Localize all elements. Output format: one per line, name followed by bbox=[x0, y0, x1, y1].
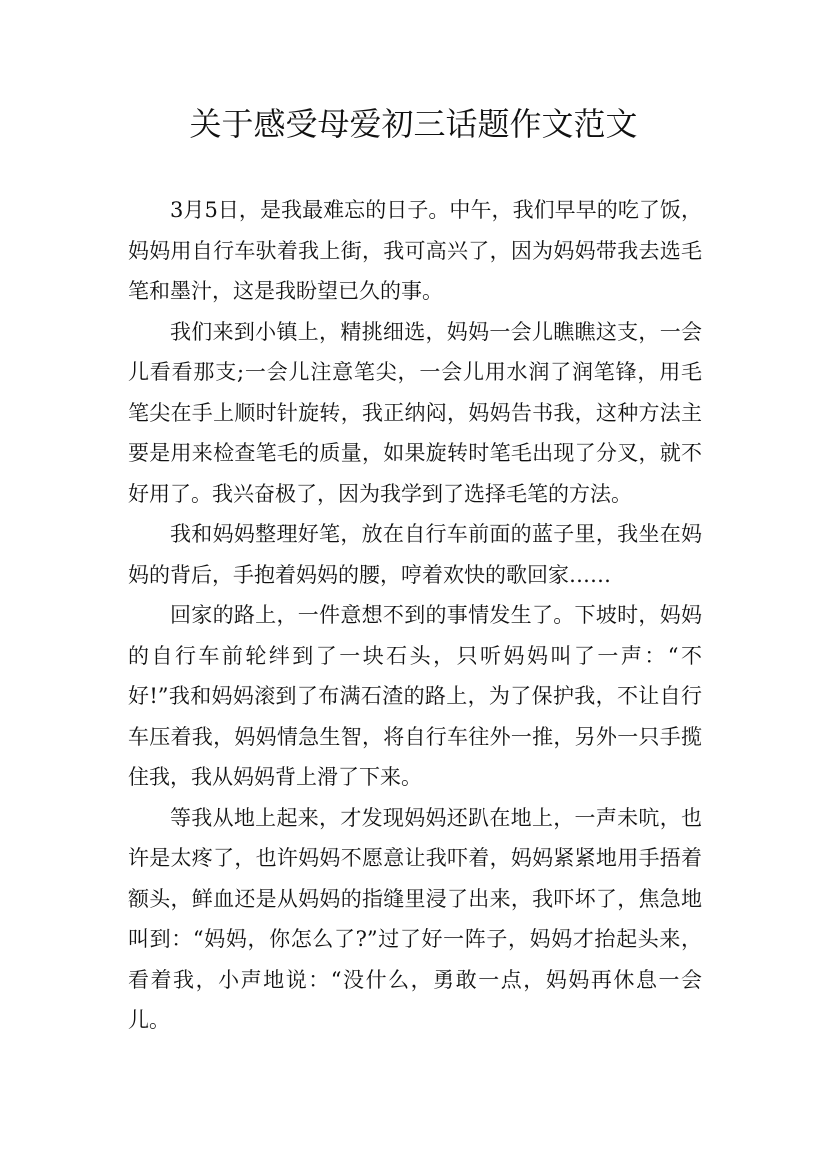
paragraph-4: 回家的路上，一件意想不到的事情发生了。下坡时，妈妈的自行车前轮绊到了一块石头，只听妈妈叫了一声：“不好!”我和妈妈滚到了布满石渣的路上，为了保护我，不让自行车压着我，妈妈情急生智，将自行车往外一推，另外一只手揽住我，我从妈妈背上滑了下来。 bbox=[128, 603, 702, 789]
paragraph-5: 等我从地上起来，才发现妈妈还趴在地上，一声未吭，也许是太疼了，也许妈妈不愿意让我吓着，妈妈紧紧地用手捂着额头，鲜血还是从妈妈的指缝里浸了出来，我吓坏了，焦急地叫到：“妈妈，你怎么了?”过了好一阵子，妈妈才抬起头来，看着我，小声地说：“没什么，勇敢一点，妈妈再休息一会儿。 bbox=[128, 805, 702, 1032]
document-body bbox=[128, 190, 702, 1041]
paragraph-2: 我们来到小镇上，精挑细选，妈妈一会儿瞧瞧这支，一会儿看看那支;一会儿注意笔尖，一会儿用水润了润笔锋，用毛笔尖在手上顺时针旋转，我正纳闷，妈妈告书我，这种方法主要是用来检查笔毛的质量，如果旋转时笔毛出现了分叉，就不好用了。我兴奋极了，因为我学到了选择毛笔的方法。 bbox=[128, 319, 702, 506]
paragraph-3: 我和妈妈整理好笔，放在自行车前面的蓝子里，我坐在妈妈的背后，手抱着妈妈的腰，哼着欢快的歌回家…… bbox=[128, 522, 702, 587]
document-title: 关于感受母爱初三话题作文范文 bbox=[189, 105, 638, 143]
paragraph-1: 3月5日，是我最难忘的日子。中午，我们早早的吃了饭，妈妈用自行车驮着我上街，我可高兴了，因为妈妈带我去选毛笔和墨汁，这是我盼望已久的事。 bbox=[128, 198, 702, 303]
